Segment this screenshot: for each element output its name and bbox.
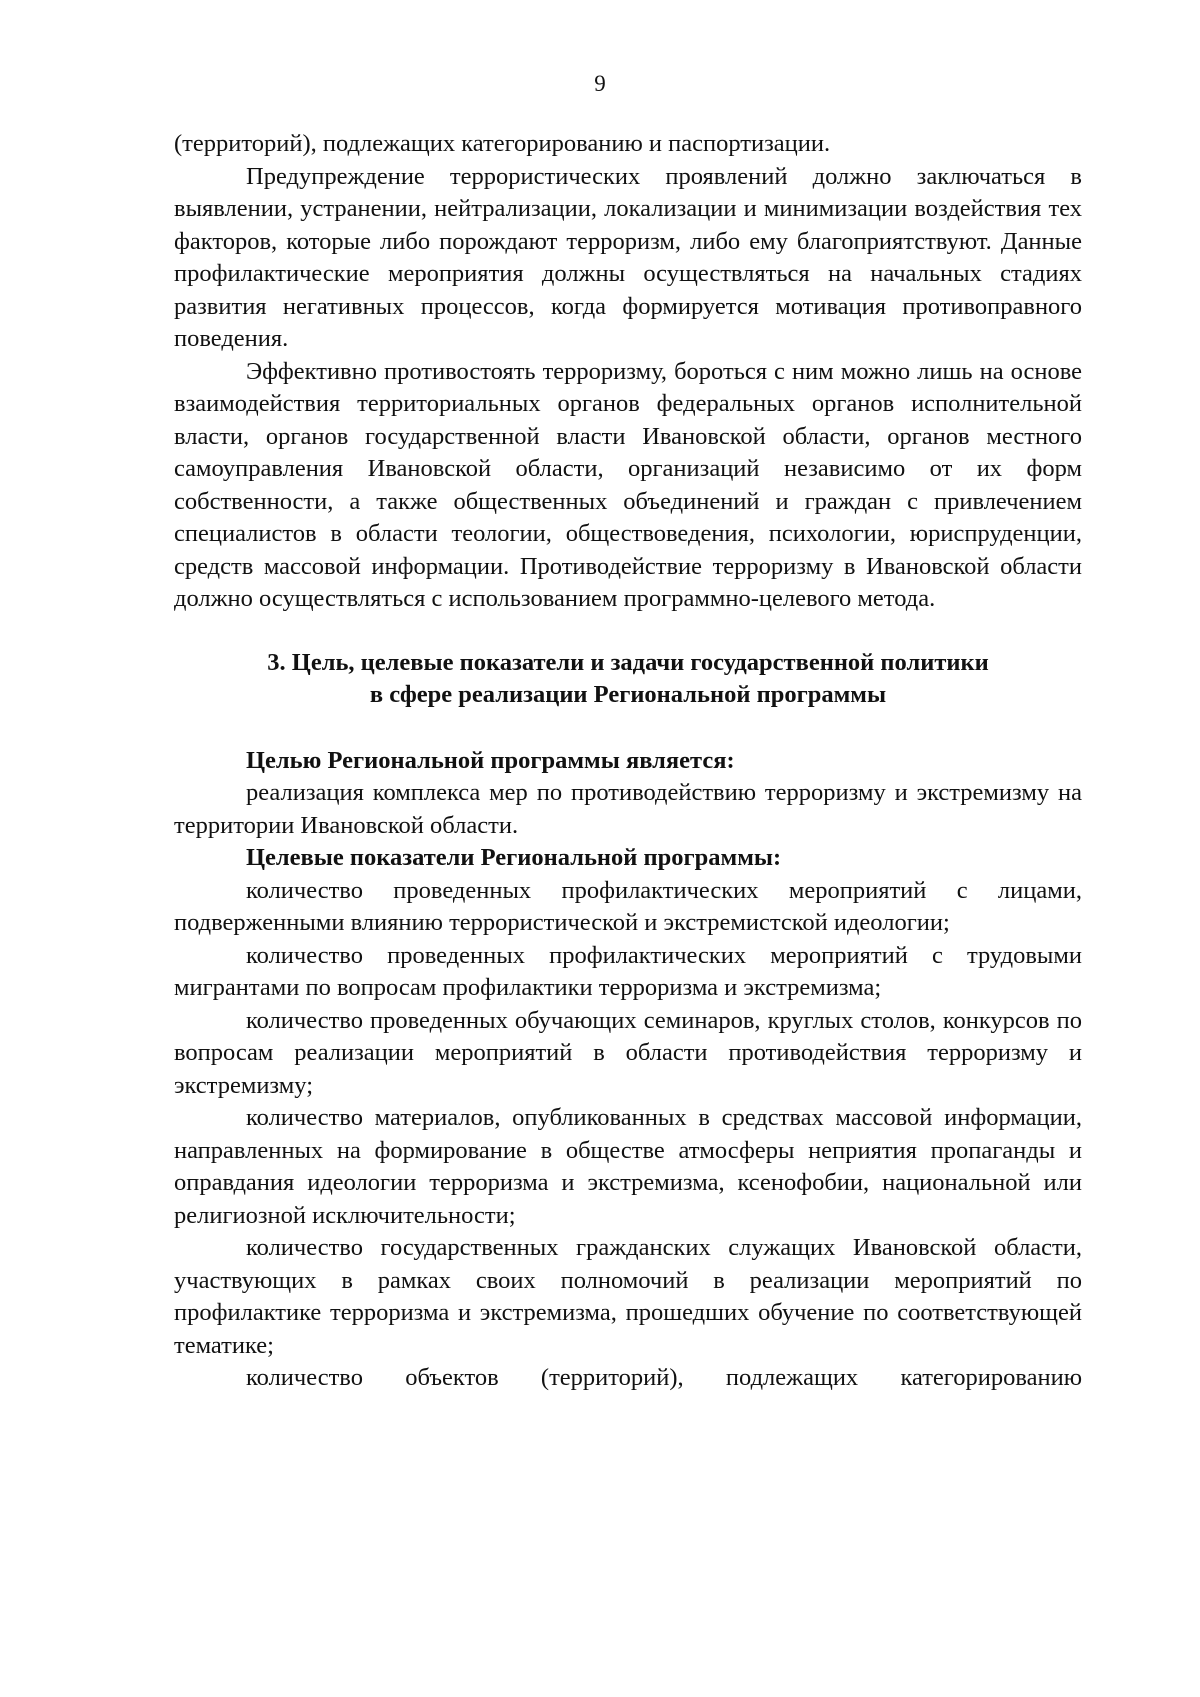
paragraph-cooperation: Эффективно противостоять терроризму, бороться с ним можно лишь на основе взаимодействия территориальных органов федеральных органов исполнительной власти, органов государственной власти Ивановской области, органов местного самоуправления Ивановской области, организаций независимо от их форм собственности, а также общественных объединений и граждан с привлечением специалистов в области теологии, обществоведения, психологии, юриспруденции, средств массовой информации. Противодействие терроризму в Ивановской области должно осуществляться с использованием программно-целевого метода. — [174, 357, 1082, 612]
paragraph-prevention: Предупреждение террористических проявлений должно заключаться в выявлении, устранении, нейтрализации, локализации и минимизации воздействия тех факторов, которые либо порождают терроризм, либо ему благоприятствуют. Данные профилактические мероприятия должны осуществляться на начальных стадиях развития негативных процессов, когда формируется мотивация противоправного поведения. — [174, 162, 1082, 352]
indicator-item: количество материалов, опубликованных в средствах массовой информации, направленных на формирование в обществе атмосферы неприятия пропаганды и оправдания идеологии терроризма и экстремизма, ксенофобии, национальной или религиозной исключительности; — [174, 1104, 1082, 1229]
section-heading-line-1: 3. Цель, целевые показатели и задачи государственной политики — [267, 648, 989, 676]
page-number: 9 — [594, 71, 606, 96]
goal-label: Целью Региональной программы является: — [246, 746, 735, 774]
indicators-label: Целевые показатели Региональной программы: — [246, 844, 782, 871]
section-heading — [174, 647, 1082, 712]
goal-text: реализация комплекса мер по противодействию терроризму и экстремизму на территории Ивановской области. — [174, 779, 1082, 839]
paragraph-continuation: (территорий), подлежащих категорированию и паспортизации. — [174, 130, 831, 157]
indicator-item: количество объектов (территорий), подлежащих категорированию — [246, 1364, 1082, 1391]
section-heading-line-2: в сфере реализации Региональной программы — [369, 681, 887, 708]
indicator-item: количество проведенных профилактических мероприятий с трудовыми мигрантами по вопросам профилактики терроризма и экстремизма; — [174, 941, 1082, 1001]
indicator-item: количество государственных гражданских служащих Ивановской области, участвующих в рамках своих полномочий в реализации мероприятий по профилактике терроризма и экстремизма, прошедших обучение по соответствующей тематике; — [174, 1234, 1082, 1359]
document-body — [174, 128, 1082, 1395]
indicator-item: количество проведенных обучающих семинаров, круглых столов, конкурсов по вопросам реализации мероприятий в области противодействия терроризму и экстремизму; — [174, 1006, 1082, 1099]
indicator-item: количество проведенных профилактических мероприятий с лицами, подверженными влиянию террористической и экстремистской идеологии; — [174, 876, 1082, 936]
